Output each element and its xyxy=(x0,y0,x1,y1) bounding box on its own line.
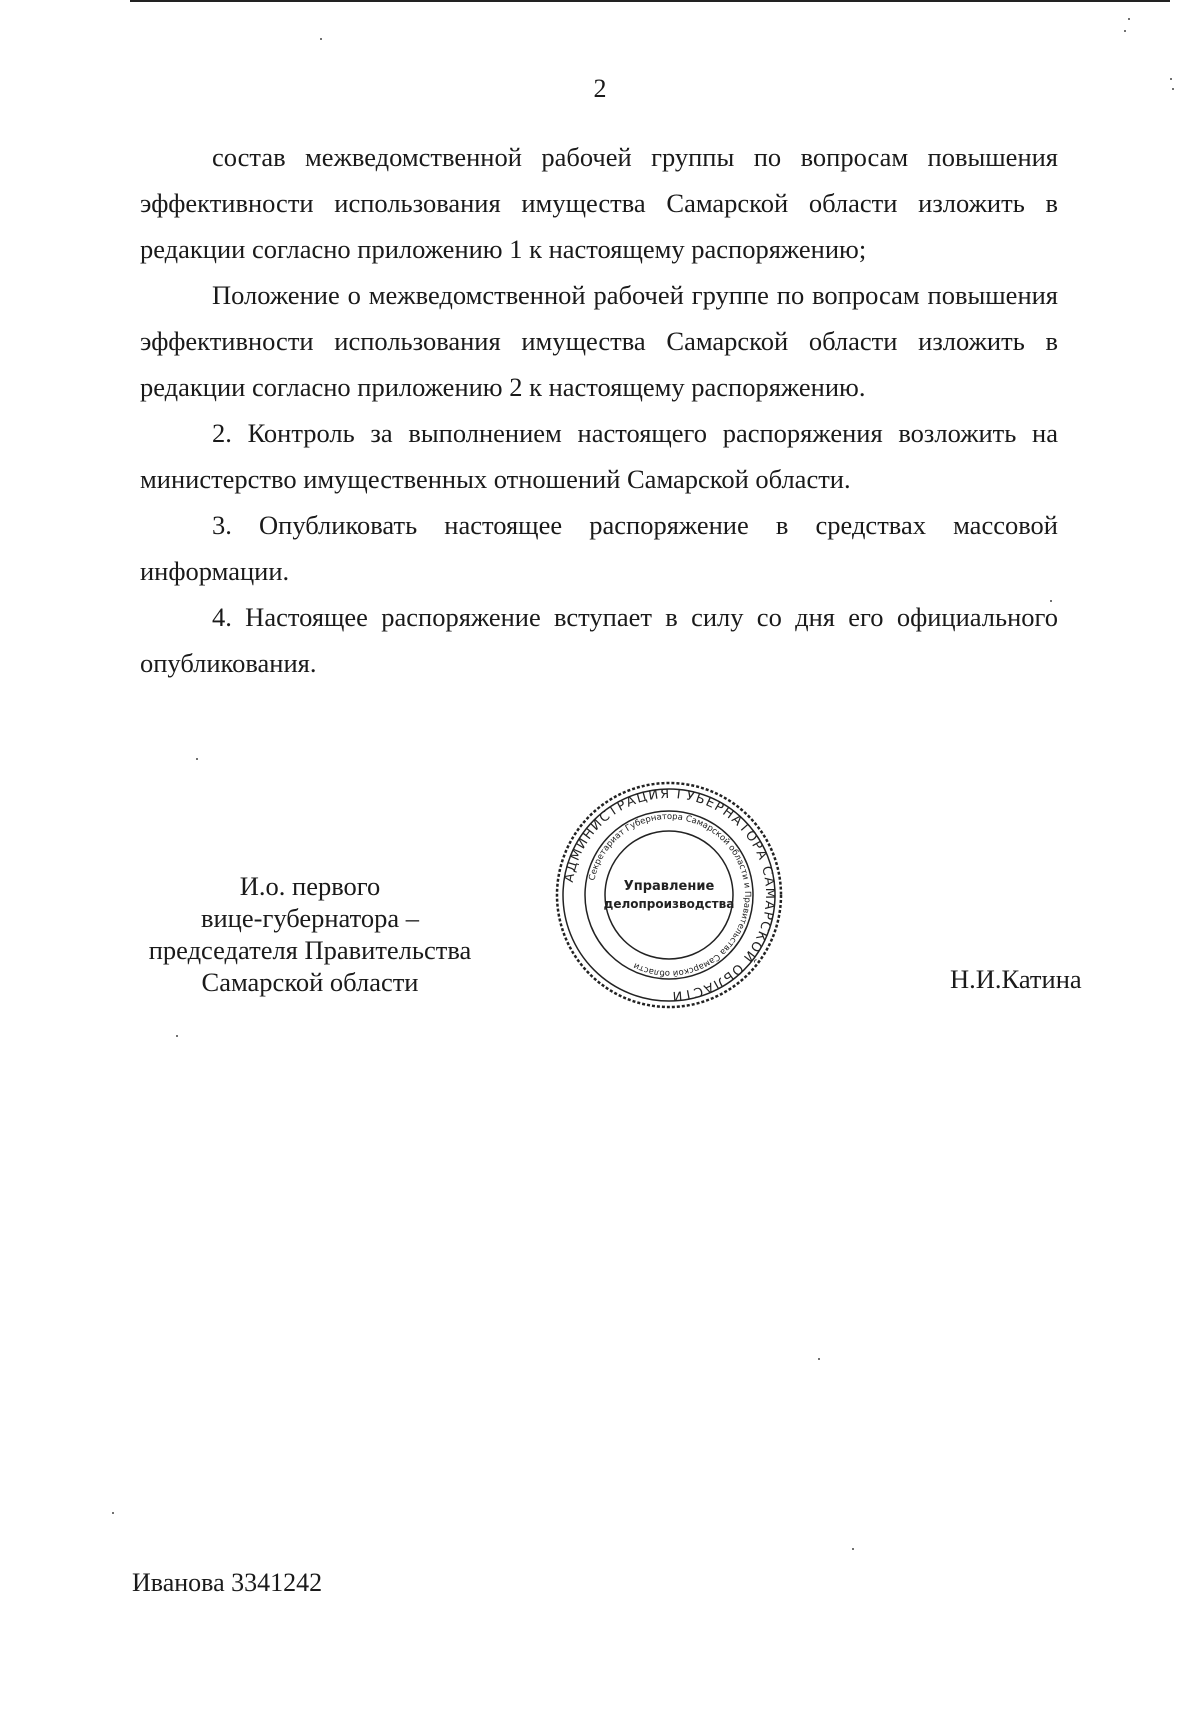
scan-speck xyxy=(112,1512,114,1514)
executor-note: Иванова 3341242 xyxy=(132,1568,323,1597)
paragraph: 4. Настоящее распоряжение вступает в силу со дня его официального опубликования. xyxy=(140,602,1058,678)
signatory-title-line: И.о. первого xyxy=(239,871,381,901)
official-stamp xyxy=(554,780,784,1010)
signatory-name: Н.И.Катина xyxy=(950,964,1082,994)
scan-speck xyxy=(320,38,322,40)
scan-speck xyxy=(818,1358,820,1360)
scan-speck xyxy=(196,758,198,760)
signatory-title-line: Самарской области xyxy=(201,967,419,997)
svg-text:Секретариат Губернатора Самарс xyxy=(587,812,752,978)
signatory-title-line: председателя Правительства xyxy=(148,935,472,965)
scan-speck xyxy=(852,1548,854,1550)
paragraph: 3. Опубликовать настоящее распоряжение в средствах массовой информации. xyxy=(140,510,1058,586)
paragraph: 2. Контроль за выполнением настоящего распоряжения возложить на министерство имущественных отношений Самарской области. xyxy=(140,418,1058,494)
stamp-center-line: делопроизводства xyxy=(603,897,735,911)
stamp-inner-text: Секретариат Губернатора Самарской области и Правительства Самарской области xyxy=(587,811,753,979)
scan-speck xyxy=(1124,30,1126,32)
paragraph: состав межведомственной рабочей группы по вопросам повышения эффективности использования имущества Самарской области изложить в редакции согласно приложению 1 к настоящему распоряжению; xyxy=(140,142,1058,264)
scan-speck xyxy=(1128,18,1130,20)
scan-speck xyxy=(176,1035,178,1037)
top-rule xyxy=(130,0,1170,2)
document-body xyxy=(140,134,1058,686)
stamp-center-line: Управление xyxy=(623,879,715,894)
page-number: 2 xyxy=(593,74,607,103)
signatory-title xyxy=(120,870,500,998)
paragraph: Положение о межведомственной рабочей группе по вопросам повышения эффективности использования имущества Самарской области изложить в редакции согласно приложению 2 к настоящему распоряжению. xyxy=(140,280,1058,402)
scan-speck xyxy=(1050,600,1052,602)
scan-speck xyxy=(1172,88,1174,90)
stamp-outer-text: АДМИНИСТРАЦИЯ ГУБЕРНАТОРА САМАРСКОЙ ОБЛАСТИ xyxy=(561,786,778,1004)
signatory-title-line: вице-губернатора – xyxy=(200,903,419,933)
scan-speck xyxy=(1170,78,1172,80)
